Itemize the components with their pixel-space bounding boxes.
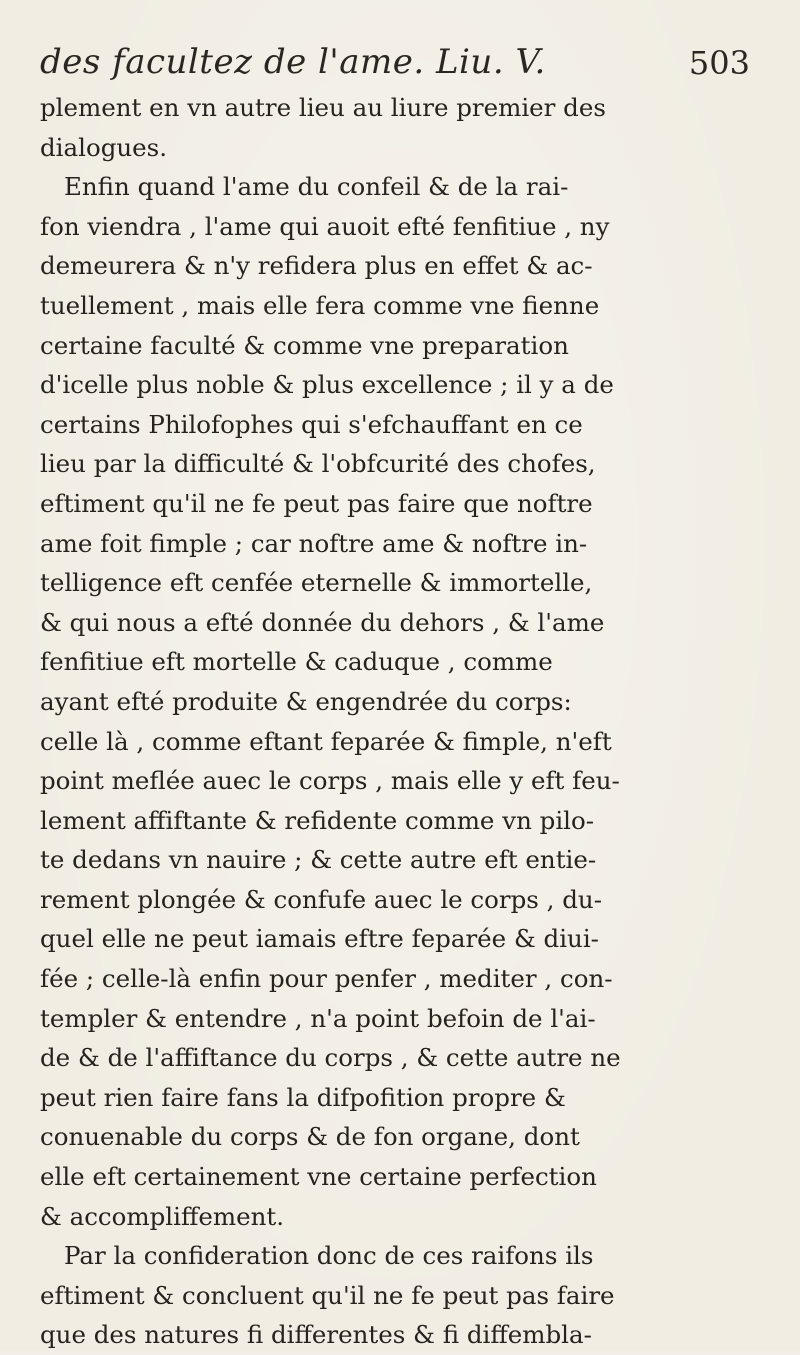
text-line: dialogues. — [40, 132, 168, 162]
text-line: te dedans vn nauire ; & cette autre eft entie- — [40, 845, 597, 875]
body-text — [40, 88, 780, 1355]
text-line: lieu par la difficulté & l'obfcurité des chofes, — [40, 449, 596, 479]
text-line: fée ; celle-là enfin pour penfer , mediter , con- — [40, 964, 613, 994]
text-line: de & de l'affiftance du corps , & cette autre ne — [40, 1043, 621, 1073]
text-line: d'icelle plus noble & plus excellence ; il y a de — [40, 370, 614, 400]
text-line: ame foit fimple ; car noftre ame & noftre in- — [40, 528, 588, 558]
text-line: conuenable du corps & de fon organe, dont — [40, 1122, 580, 1152]
text-line: tuellement , mais elle fera comme vne fienne — [40, 290, 600, 320]
text-line: fon viendra , l'ame qui auoit efté fenfitiue , ny — [40, 211, 610, 241]
text-line: elle eft certainement vne certaine perfection — [40, 1162, 597, 1192]
running-head — [40, 42, 760, 92]
text-line: fenfitiue eft mortelle & caduque , comme — [40, 647, 553, 677]
text-line: certaine faculté & comme vne preparation — [40, 330, 569, 360]
text-line: lement affiftante & refidente comme vn pilo- — [40, 805, 595, 835]
page-number: 503 — [688, 44, 750, 82]
text-line-paragraph-start: Enfin quand l'ame du confeil & de la rai- — [64, 172, 569, 202]
text-line-paragraph-start: Par la confideration donc de ces raifons ils — [64, 1241, 594, 1271]
text-line: celle là , comme eftant feparée & fimple, n'eft — [40, 726, 612, 756]
text-line: eftiment qu'il ne fe peut pas faire que noftre — [40, 488, 593, 518]
text-line: eftiment & concluent qu'il ne fe peut pas faire — [40, 1280, 615, 1310]
text-line: rement plongée & confufe auec le corps , du- — [40, 884, 602, 914]
text-line: & accompliffement. — [40, 1201, 285, 1231]
text-line: que des natures fi differentes & fi diffembla- — [40, 1320, 592, 1350]
text-line: telligence eft cenfée eternelle & immortelle, — [40, 568, 593, 598]
running-title: des facultez de l'ame. Liu. V. — [40, 42, 546, 82]
text-line: point meflée auec le corps , mais elle y eft feu- — [40, 766, 620, 796]
text-line: certains Philofophes qui s'efchauffant en ce — [40, 409, 583, 439]
text-line: ayant efté produite & engendrée du corps: — [40, 686, 572, 716]
text-line: templer & entendre , n'a point befoin de l'ai- — [40, 1003, 596, 1033]
text-line: demeurera & n'y refidera plus en effet & ac- — [40, 251, 593, 281]
text-line: peut rien faire fans la difpofition propre & — [40, 1082, 566, 1112]
text-line: quel elle ne peut iamais eftre feparée & diui- — [40, 924, 599, 954]
text-line: & qui nous a efté donnée du dehors , & l'ame — [40, 607, 605, 637]
text-line: plement en vn autre lieu au liure premier des — [40, 93, 606, 122]
